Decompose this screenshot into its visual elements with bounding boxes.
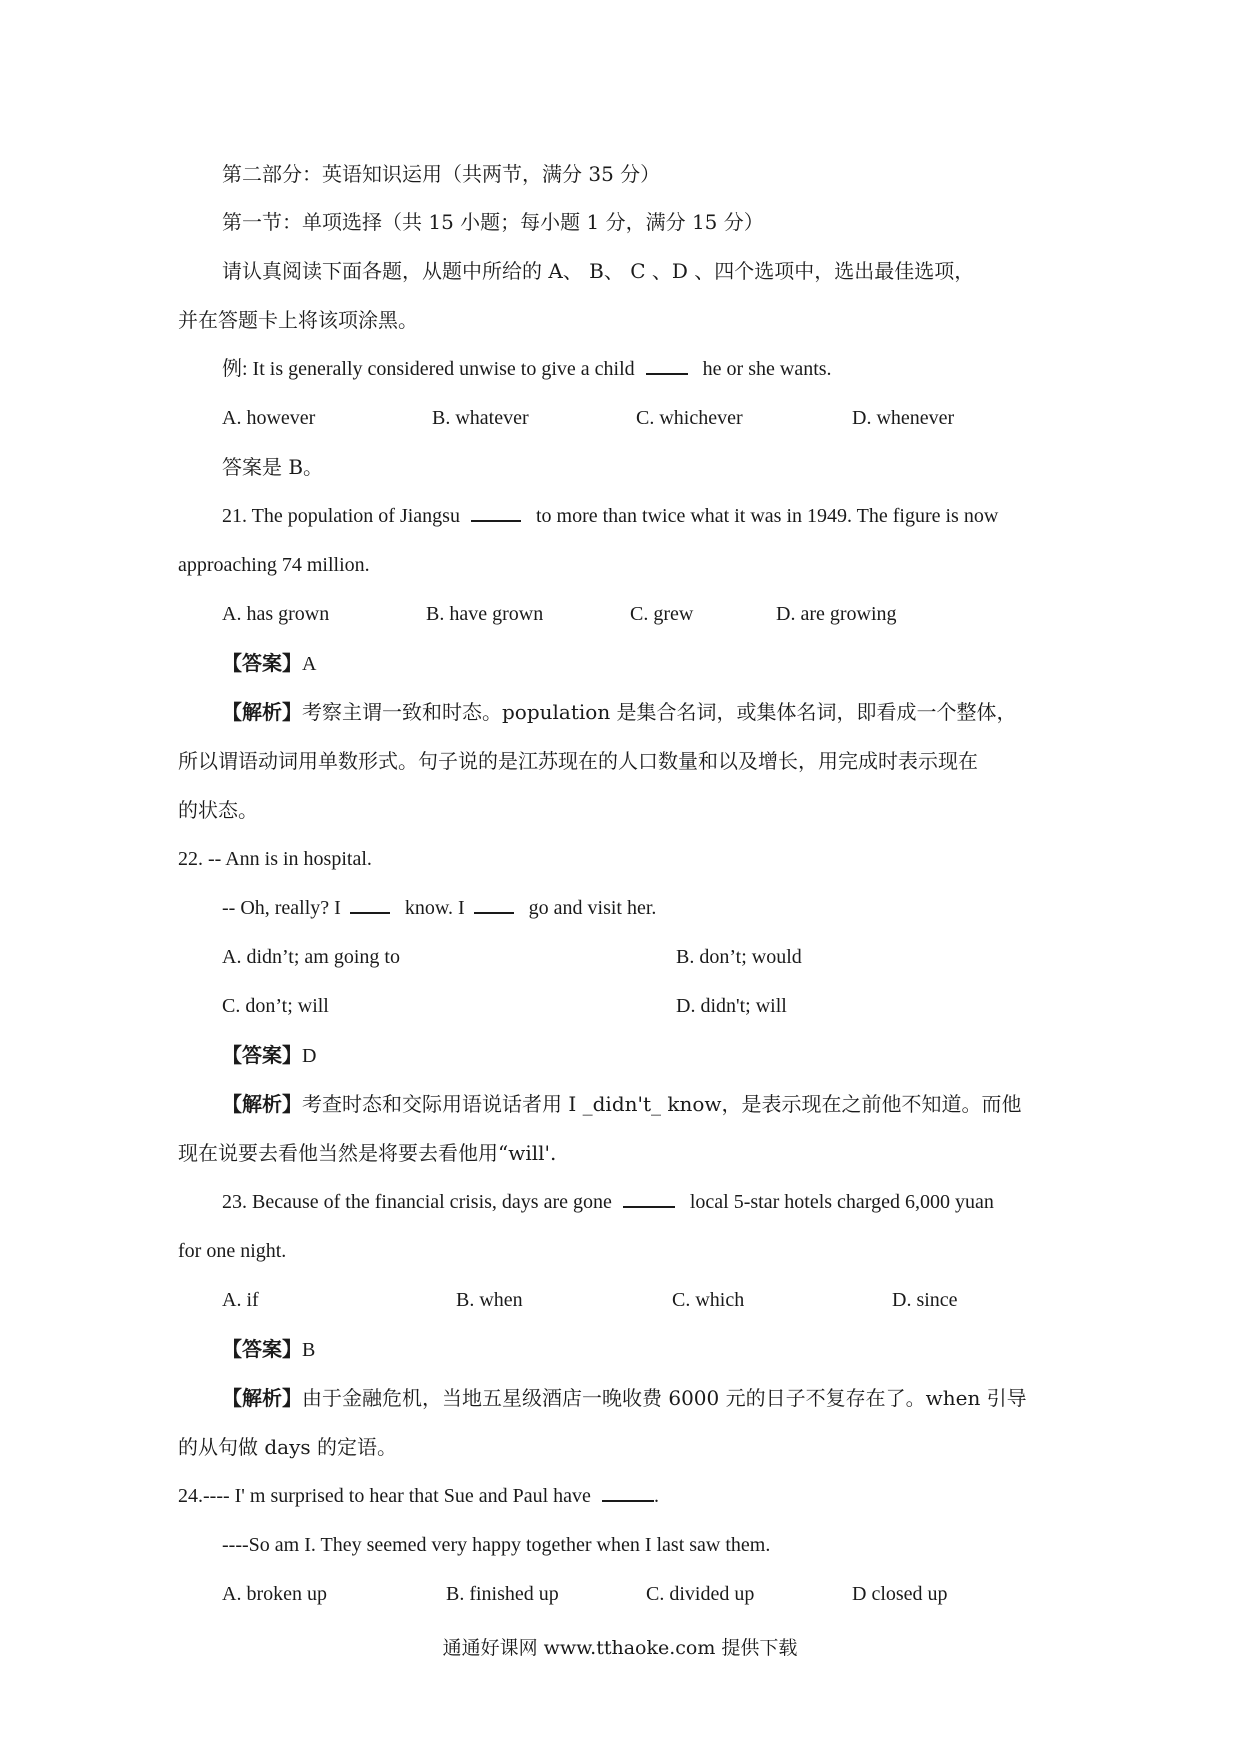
q24-option-d: D closed up (852, 1583, 948, 1605)
example-option-a: A. however (222, 407, 316, 429)
q23-option-c: C. which (672, 1289, 745, 1311)
page-footer: 通通好课网 www.tthaoke.com 提供下载 (442, 1637, 798, 1659)
subsection-title: 第一节：单项选择（共 15 小题；每小题 1 分，满分 15 分） (222, 210, 764, 234)
q23-line-1 (222, 1188, 994, 1216)
analysis-text: 考查时态和交际用语说话者用 I _didn't_ know，是表示现在之前他不知道。而他 (302, 1092, 1022, 1116)
example-option-b: B. whatever (432, 407, 529, 429)
analysis-label: 【解析】 (222, 1092, 302, 1116)
analysis-label: 【解析】 (222, 700, 302, 724)
q21-answer (222, 649, 316, 678)
q22-analysis-line-2: 现在说要去看他当然是将要去看他用“will'. (178, 1141, 557, 1165)
q22-part-a: -- Oh, really? I (222, 897, 341, 919)
q23-answer (222, 1335, 315, 1364)
answer-blank (602, 1482, 654, 1502)
answer-value: A (302, 653, 317, 675)
q22-part-b: know. I (404, 897, 465, 919)
analysis-text: 由于金融危机，当地五星级酒店一晚收费 6000 元的日子不复存在了。when 引导 (302, 1386, 1027, 1410)
q22-option-a: A. didn’t; am going to (222, 946, 400, 968)
q21-analysis-line-3: 的状态。 (178, 798, 258, 822)
q23-stem-before: 23. Because of the financial crisis, days are gone (222, 1191, 612, 1213)
instruction-line-1: 请认真阅读下面各题，从题中所给的 A、 B、 C 、D 、四个选项中，选出最佳选项， (222, 259, 975, 283)
q22-line-2 (222, 894, 656, 922)
section-title: 第二部分：英语知识运用（共两节，满分 35 分） (222, 162, 661, 186)
q24-stem-before: 24.---- I' m surprised to hear that Sue and Paul have (178, 1485, 591, 1507)
q21-option-c: C. grew (630, 603, 694, 625)
answer-value: D (302, 1045, 317, 1067)
q24-option-b: B. finished up (446, 1583, 559, 1605)
example-stem-after: he or she wants. (702, 358, 832, 380)
q23-analysis-line-2: 的从句做 days 的定语。 (178, 1435, 398, 1459)
q22-line-1: 22. -- Ann is in hospital. (178, 848, 372, 870)
q22-part-c: go and visit her. (528, 897, 657, 919)
answer-blank (474, 894, 514, 914)
analysis-label: 【解析】 (222, 1386, 302, 1410)
q24-line-1 (178, 1482, 659, 1510)
answer-label: 【答案】 (222, 1337, 302, 1361)
instruction-line-2: 并在答题卡上将该项涂黑。 (178, 308, 418, 332)
answer-blank (471, 502, 521, 522)
q21-stem-after: to more than twice what it was in 1949. The figure is now (535, 505, 999, 527)
q23-option-d: D. since (892, 1289, 958, 1311)
q21-stem-before: 21. The population of Jiangsu (222, 505, 460, 527)
example-stem-before: 例: It is generally considered unwise to give a child (222, 358, 635, 380)
q23-line-2: for one night. (178, 1240, 287, 1262)
answer-label: 【答案】 (222, 1043, 302, 1067)
q23-analysis-line-1 (222, 1384, 1027, 1413)
q22-option-d: D. didn't; will (676, 995, 787, 1017)
q22-option-b: B. don’t; would (676, 946, 802, 968)
q21-line-2: approaching 74 million. (178, 554, 370, 576)
analysis-text: 考察主谓一致和时态。population 是集合名词，或集体名词，即看成一个整体， (302, 700, 1017, 724)
q22-option-c: C. don’t; will (222, 995, 329, 1017)
q21-option-a: A. has grown (222, 603, 330, 625)
q24-option-a: A. broken up (222, 1583, 327, 1605)
example-option-d: D. whenever (852, 407, 955, 429)
q23-option-a: A. if (222, 1289, 259, 1311)
q21-analysis-line-2: 所以谓语动词用单数形式。句子说的是江苏现在的人口数量和以及增长，用完成时表示现在 (178, 749, 978, 773)
answer-value: B (302, 1339, 316, 1361)
q24-line-2: ----So am I. They seemed very happy together when I last saw them. (222, 1534, 771, 1556)
q21-analysis-line-1 (222, 698, 1017, 727)
q21-option-d: D. are growing (776, 603, 897, 625)
q22-analysis-line-1 (222, 1090, 1022, 1119)
q23-option-b: B. when (456, 1289, 523, 1311)
answer-blank (646, 355, 688, 375)
answer-blank (623, 1188, 675, 1208)
q24-stem-after: . (653, 1485, 659, 1507)
q24-option-c: C. divided up (646, 1583, 755, 1605)
q22-answer (222, 1041, 316, 1070)
example-option-c: C. whichever (636, 407, 743, 429)
answer-label: 【答案】 (222, 651, 302, 675)
q21-line-1 (222, 502, 998, 530)
q23-stem-after: local 5-star hotels charged 6,000 yuan (689, 1191, 994, 1213)
example-answer: 答案是 B。 (222, 455, 324, 479)
q21-option-b: B. have grown (426, 603, 544, 625)
example-stem (222, 355, 832, 383)
answer-blank (350, 894, 390, 914)
